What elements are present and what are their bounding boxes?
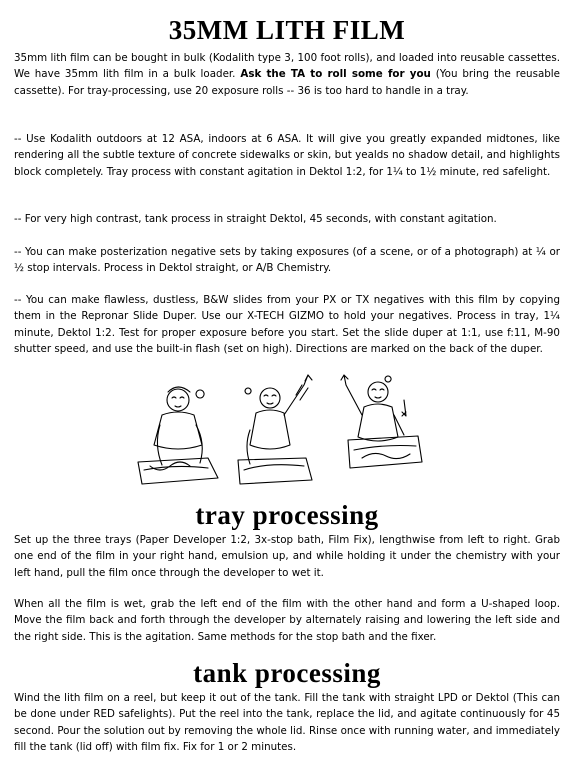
tank-paragraph: Wind the lith film on a reel, but keep it out of the tank. Fill the tank with straight LPD or Dektol (This can be done under RED safelights). Put the reel into the tank, replace the lid, and agitate continuously for 45 second. Pour the solution out by removing the whole lid. Rinse once with running water, and immediately fill the tank (lid off) with film fix. Fix for 1 or 2 minutes. bbox=[14, 692, 560, 753]
tip-kodalith-asa: -- Use Kodalith outdoors at 12 ASA, indoors at 6 ASA. It will give you greatly expanded midtones, like rendering all the subtle texture of concrete sidewalks or skin, but yealds no shadow detail, and highlights block completely. Tray process with constant agitation in Dektol 1:2, for 1¼ to 1½ minute, red safelight. bbox=[14, 133, 560, 178]
tip-posterization: -- You can make posterization negative sets by taking exposures (of a scene, or of a photograph) at ¼ or ½ stop intervals. Process in Dektol straight, or A/B Chemistry. bbox=[14, 246, 560, 275]
document-title: 35MM LITH FILM bbox=[168, 15, 406, 45]
intro-text-end: (You bring the reusable cassette). For tray-processing, use 20 exposure rolls -- 36 is too hard to handle in a tray. bbox=[14, 68, 560, 97]
figure-one-sketch bbox=[138, 387, 218, 484]
figure-three-sketch bbox=[341, 375, 422, 468]
tray-paragraph-agitation: When all the film is wet, grab the left end of the film with the other hand and form a U-shaped loop. Move the film back and forth through the developer by alternately raising and lowering the left side and the right side. This is the agitation. Same methods for the stop bath and the fixer. bbox=[14, 598, 560, 643]
tray-processing-heading: tray processing bbox=[195, 500, 379, 530]
figure-two-sketch bbox=[238, 375, 312, 484]
intro-paragraph bbox=[14, 50, 560, 99]
agitation-illustration bbox=[130, 370, 430, 495]
intro-text: 35mm lith film can be bought in bulk (Kodalith type 3, 100 foot rolls), and loaded into reusable cassettes. We have 35mm lith film in a bulk loader. bbox=[14, 52, 560, 81]
tray-paragraph-setup: Set up the three trays (Paper Developer 1:2, 3x-stop bath, Film Fix), lengthwise from left to right. Grab one end of the film in your right hand, emulsion up, and while holding it under the chemistry with your left hand, pull the film once through the developer to wet it. bbox=[14, 534, 560, 579]
tank-processing-heading: tank processing bbox=[193, 658, 381, 688]
tip-high-contrast: -- For very high contrast, tank process in straight Dektol, 45 seconds, with constant agitation. bbox=[14, 213, 497, 225]
tip-slide-duper: -- You can make flawless, dustless, B&W slides from your PX or TX negatives with this film by copying them in the Repronar Slide Duper. Use our X-TECH GIZMO to hold your negatives. Process in tray, 1¼ minute, Dektol 1:2. Test for proper exposure before you start. Set the slide duper at 1:1, use f:11, M-90 shutter speed, and use the built-in flash (set on high). Directions are marked on the back of the duper. bbox=[14, 294, 560, 355]
intro-emphasis: Ask the TA to roll some for you bbox=[240, 68, 431, 81]
